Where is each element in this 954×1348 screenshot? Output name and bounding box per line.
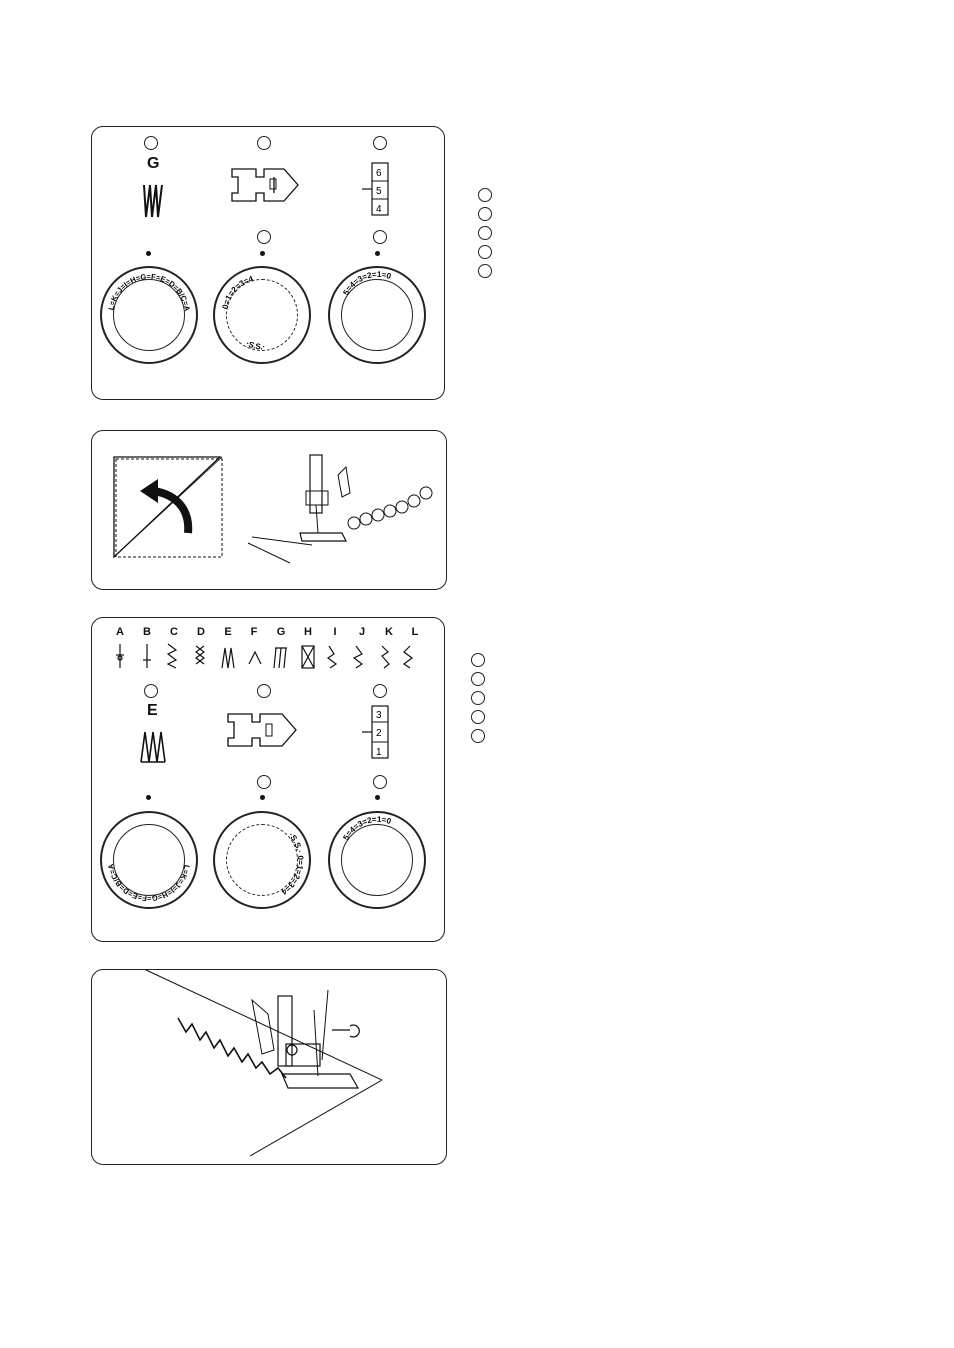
shell-tuck-sewing-icon bbox=[242, 445, 438, 575]
legend-circle-4 bbox=[478, 245, 492, 259]
callout-circle-5 bbox=[373, 230, 387, 244]
callout-circle-1 bbox=[144, 136, 158, 150]
presser-foot-icon bbox=[226, 710, 306, 750]
legend-circle-3 bbox=[471, 691, 485, 705]
pattern-label-k: K bbox=[385, 626, 393, 638]
pattern-label-c: C bbox=[170, 626, 178, 638]
callout-circle-3 bbox=[373, 684, 387, 698]
pattern-label-l: L bbox=[411, 626, 419, 638]
fold-arrow-icon bbox=[110, 451, 230, 563]
pattern-label-j: J bbox=[358, 626, 366, 638]
tension-scale-icon bbox=[360, 161, 400, 217]
svg-text:·S.S.·: ·S.S.· bbox=[244, 338, 266, 352]
tension-scale-2: 2 bbox=[376, 728, 382, 739]
indicator-dot-tension bbox=[375, 251, 380, 256]
legend-circle-4 bbox=[471, 710, 485, 724]
settings-panel-shell-tuck bbox=[91, 126, 445, 400]
illustration-panel-overedge bbox=[91, 969, 447, 1165]
legend-circle-5 bbox=[471, 729, 485, 743]
indicator-dot-length bbox=[260, 251, 265, 256]
tension-scale-1: 1 bbox=[376, 747, 382, 758]
stitch-letter: E bbox=[147, 702, 158, 719]
pattern-label-e: E bbox=[224, 626, 232, 638]
overedge-sewing-icon bbox=[92, 970, 446, 1164]
tension-dial-ring-text bbox=[330, 268, 424, 362]
indicator-dot-tension bbox=[375, 795, 380, 800]
pattern-label-h: H bbox=[304, 626, 312, 638]
tension-scale-4: 4 bbox=[376, 204, 382, 215]
callout-circle-5 bbox=[373, 775, 387, 789]
overedge-stitch-icon bbox=[138, 726, 168, 766]
settings-panel-overedge bbox=[91, 617, 445, 942]
pattern-label-g: G bbox=[276, 626, 286, 638]
pattern-label-i: I bbox=[333, 626, 337, 638]
indicator-dot-width bbox=[146, 795, 151, 800]
legend-circle-2 bbox=[478, 207, 492, 221]
legend-circle-3 bbox=[478, 226, 492, 240]
legend-circle-1 bbox=[471, 653, 485, 667]
width-dial-ring-text bbox=[102, 813, 196, 907]
callout-circle-4 bbox=[257, 230, 271, 244]
presser-foot-icon bbox=[230, 165, 302, 205]
legend-circle-1 bbox=[478, 188, 492, 202]
tension-scale-6: 6 bbox=[376, 168, 382, 179]
callout-circle-2 bbox=[257, 684, 271, 698]
stitch-length-dial[interactable] bbox=[213, 266, 311, 364]
length-dial-ring-text bbox=[215, 268, 309, 362]
callout-circle-3 bbox=[373, 136, 387, 150]
svg-text:0=1=2=3=4: 0=1=2=3=4 bbox=[220, 274, 255, 310]
stitch-width-dial[interactable] bbox=[100, 811, 198, 909]
thread-tension-dial[interactable] bbox=[328, 811, 426, 909]
stitch-width-dial[interactable] bbox=[100, 266, 198, 364]
pattern-label-f: F bbox=[250, 626, 258, 638]
callout-circle-1 bbox=[144, 684, 158, 698]
length-dial-ring-text bbox=[215, 813, 309, 907]
tension-scale-icon bbox=[360, 704, 400, 760]
tension-dial-ring-text bbox=[330, 813, 424, 907]
zigzag-stitch-icon bbox=[140, 181, 164, 221]
indicator-dot-length bbox=[260, 795, 265, 800]
svg-text:5=4=3=2=1=0: 5=4=3=2=1=0 bbox=[341, 269, 393, 297]
indicator-dot-width bbox=[146, 251, 151, 256]
illustration-panel-shell-tuck bbox=[91, 430, 447, 590]
pattern-label-a: A bbox=[116, 626, 124, 638]
thread-tension-dial[interactable] bbox=[328, 266, 426, 364]
legend-circle-5 bbox=[478, 264, 492, 278]
stitch-length-dial[interactable] bbox=[213, 811, 311, 909]
pattern-glyphs-row bbox=[112, 642, 442, 672]
callout-circle-2 bbox=[257, 136, 271, 150]
svg-text:L=K=J=I=H=G=F=E=D=B/C=A: L=K=J=I=H=G=F=E=D=B/C=A bbox=[106, 271, 192, 312]
svg-text:·S.S.· 0=1=2=3=4: ·S.S.· 0=1=2=3=4 bbox=[279, 830, 306, 897]
pattern-label-b: B bbox=[143, 626, 151, 638]
pattern-label-d: D bbox=[197, 626, 205, 638]
svg-text:5=4=3=2=1=0: 5=4=3=2=1=0 bbox=[341, 814, 393, 842]
tension-scale-3: 3 bbox=[376, 710, 382, 721]
svg-text:L=K=J=I=H=G=F=E=D=B/C=A: L=K=J=I=H=G=F=E=D=B/C=A bbox=[106, 863, 192, 904]
stitch-letter: G bbox=[147, 155, 160, 172]
callout-circle-4 bbox=[257, 775, 271, 789]
width-dial-ring-text bbox=[102, 268, 196, 362]
legend-circle-2 bbox=[471, 672, 485, 686]
tension-scale-5: 5 bbox=[376, 186, 382, 197]
